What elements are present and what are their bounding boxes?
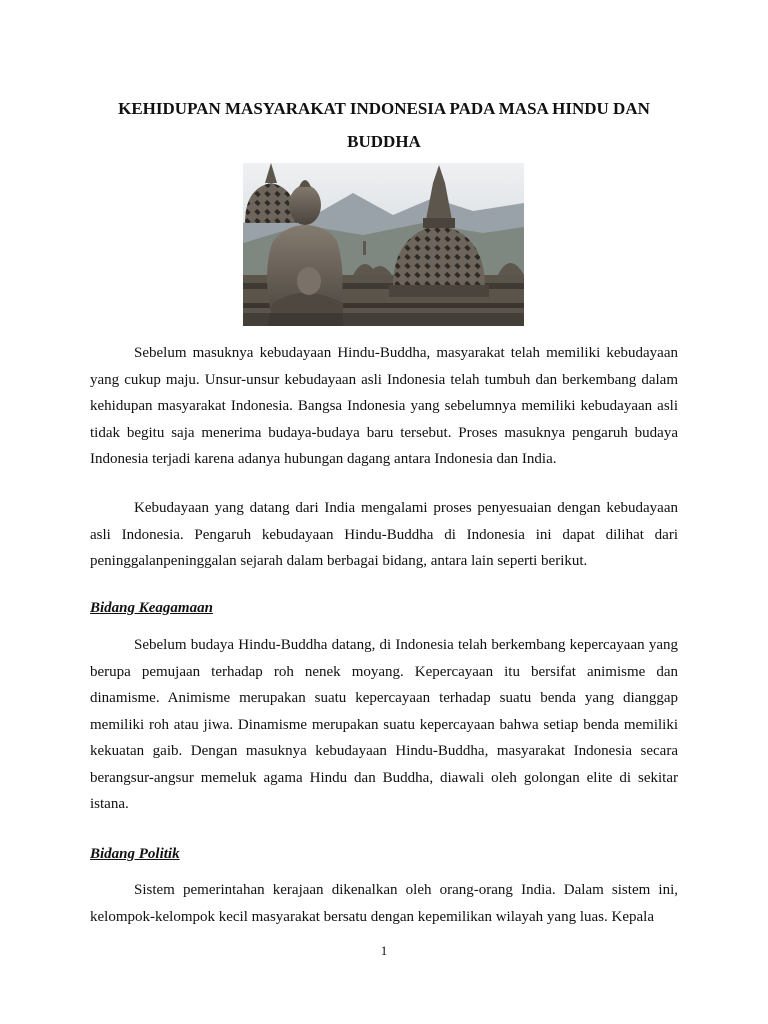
section-text-keagamaan: Sebelum budaya Hindu-Buddha datang, di Indonesia telah berkembang kepercayaan yang berupa pemujaan terhadap roh nenek moyang. Kepercayaan itu bersifat animisme dan dinamisme. Animisme merupakan suatu kepercayaan terhadap suatu benda yang dianggap memiliki roh atau jiwa. Dinamisme merupakan suatu kepercayaan bahwa setiap benda memiliki kekuatan gaib. Dengan masuknya kebudayaan Hindu-Buddha, masyarakat Indonesia secara berangsur-angsur memeluk agama Hindu dan Buddha, diawali oleh golongan elite di sekitar istana. <box>90 637 678 812</box>
section-text-politik: Sistem pemerintahan kerajaan dikenalkan oleh orang-orang India. Dalam sistem ini, kelompok-kelompok kecil masyarakat bersatu dengan kepemilikan wilayah yang luas. Kepala <box>90 882 678 925</box>
borobudur-photo <box>243 163 524 326</box>
page-number: 1 <box>380 943 388 958</box>
section-heading-politik: Bidang Politik <box>90 846 180 862</box>
paragraph-adaptation: Kebudayaan yang datang dari India mengalami proses penyesuaian dengan kebudayaan asli Indonesia. Pengaruh kebudayaan Hindu-Buddha di Indonesia ini dapat dilihat dari peninggalanpeninggalan sejarah dalam berbagai bidang, antara lain seperti berikut. <box>90 500 678 569</box>
page-title: KEHIDUPAN MASYARAKAT INDONESIA PADA MASA HINDU DAN BUDDHA <box>118 99 650 151</box>
paragraph-intro: Sebelum masuknya kebudayaan Hindu-Buddha, masyarakat telah memiliki kebudayaan yang cukup maju. Unsur-unsur kebudayaan asli Indonesia telah tumbuh dan berkembang dalam kehidupan masyarakat Indonesia. Bangsa Indonesia yang sebelumnya memiliki kebudayaan asli tidak begitu saja menerima budaya-budaya baru tersebut. Proses masuknya pengaruh budaya Indonesia terjadi karena adanya hubungan dagang antara Indonesia dan India. <box>90 345 678 467</box>
section-heading-keagamaan: Bidang Keagamaan <box>90 600 213 616</box>
